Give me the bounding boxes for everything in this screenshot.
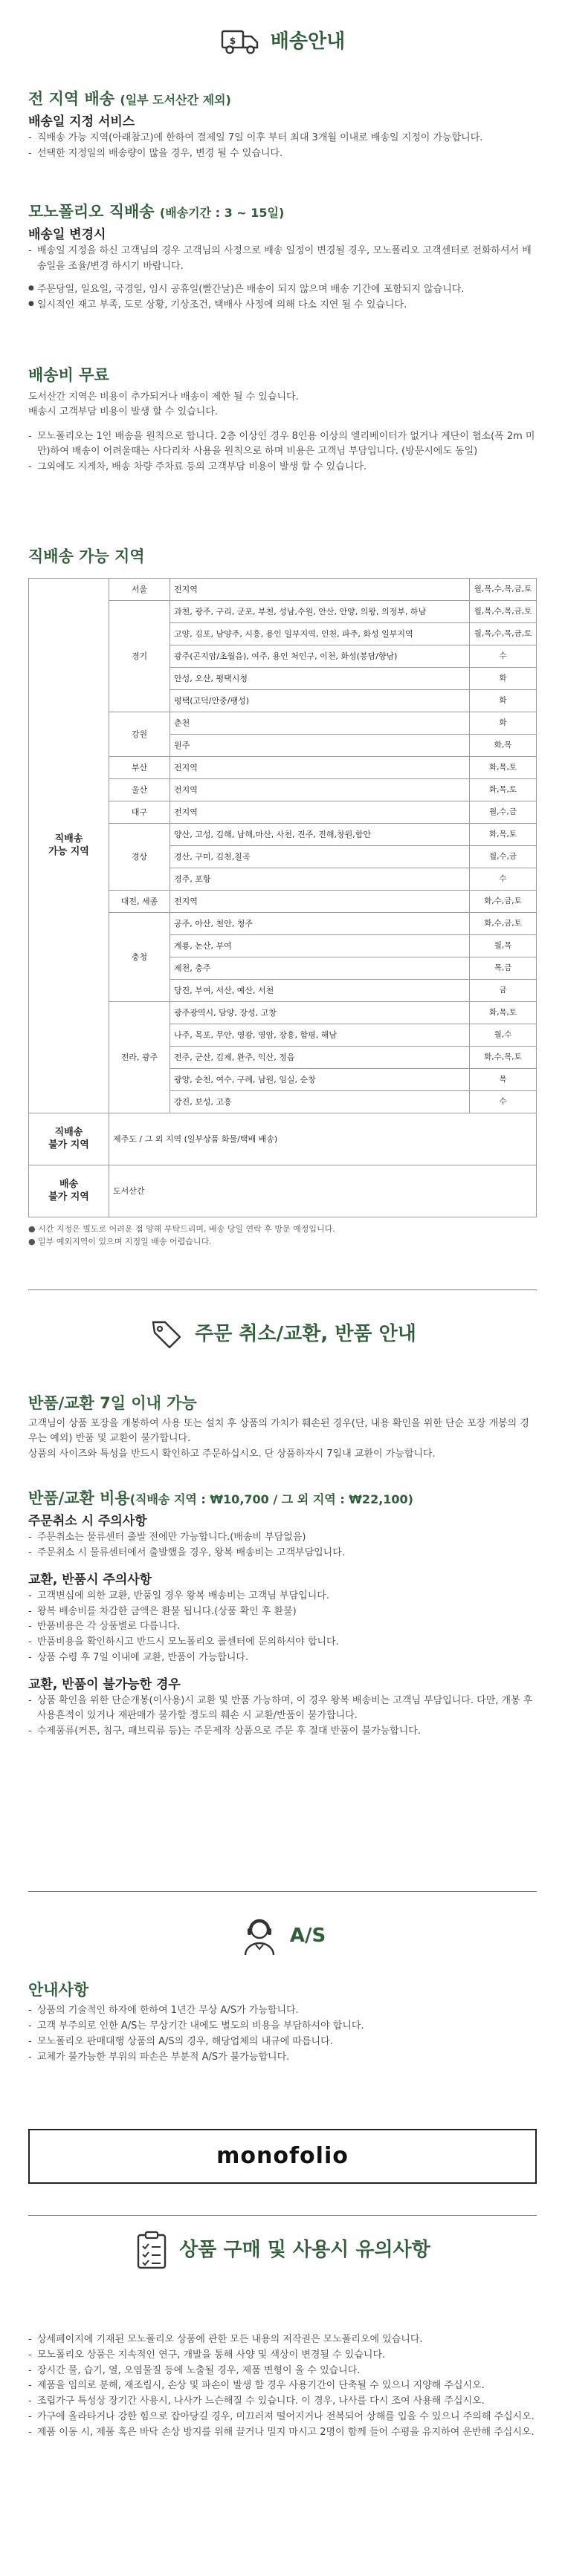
area-cell: 양산, 고성, 김해, 남해,마산, 사천, 진주, 진해,창원,함안 xyxy=(170,824,470,846)
as-subtitle: 안내사항 xyxy=(28,1981,89,1999)
table-row xyxy=(29,579,537,601)
r3-subtitle: 교환, 반품시 주의사항 xyxy=(28,1572,152,1587)
s3-title: 배송비 무료 xyxy=(28,366,109,384)
r2-title: 반품/교환 비용(직배송 지역 : ₩10,700 / 그 외 지역 : ₩22,100) xyxy=(28,1489,413,1507)
list-item: - 반품비용은 각 상품별로 다릅니다. xyxy=(28,1619,537,1635)
list-item: - 모노폴리오 판매대행 상품의 A/S의 경우, 해당업체의 내규에 따릅니다. xyxy=(28,2035,537,2050)
delivery-days-cell: 수 xyxy=(470,868,537,891)
s2-list xyxy=(28,244,537,275)
list-item: - 조립가구 특성상 장기간 사용시, 나사가 느슨해질 수 있습니다. 이 경우, 나사를 다시 조여 사용해 주십시오. xyxy=(28,2394,537,2410)
delivery-days-cell: 화,목,토 xyxy=(470,1002,537,1024)
no-delivery-area-label: 배송 불가 지역 xyxy=(29,1165,109,1217)
s1-list xyxy=(28,131,537,162)
area-cell: 전지역 xyxy=(170,579,470,601)
list-item: - 제품 이동 시, 제품 혹은 바닥 손상 방지를 위해 끌거나 밀지 마시고 2명이 함께 들어 수평을 유지하여 운반해 주십시오. xyxy=(28,2425,537,2441)
area-cell: 전지역 xyxy=(170,801,470,824)
r1-text: 고객님이 상품 포장을 개봉하여 사용 또는 설치 후 상품의 가치가 훼손된 경우(단, 내용 확인을 위한 단순 포장 개봉의 경우는 예외) 반품 및 교환이 불가합니다. xyxy=(28,1418,529,1445)
area-cell: 경산, 구미, 김천,칠곡 xyxy=(170,846,470,868)
list-item: - 왕복 배송비를 차감한 금액은 환불 됩니다.(상품 확인 후 환불) xyxy=(28,1604,537,1620)
area-cell: 광주광역시, 담양, 장성, 고창 xyxy=(170,1002,470,1024)
delivery-days-cell: 월,수 xyxy=(470,1024,537,1047)
delivery-days-cell: 화 xyxy=(470,690,537,712)
list-item: - 제품을 임의로 분해, 재조립시, 손상 및 파손이 발생 할 경우 사용기간이 단축될 수 있으니 지양해 주십시오. xyxy=(28,2378,537,2394)
area-cell: 계룡, 논산, 부여 xyxy=(170,935,470,957)
region-cell: 경기 xyxy=(109,601,170,712)
r4-subtitle: 교환, 반품이 불가능한 경우 xyxy=(28,1676,181,1692)
caution-section xyxy=(0,2332,565,2441)
delivery-banner xyxy=(0,27,565,56)
price-tag-icon xyxy=(149,1316,184,1352)
area-cell: 제천, 충주 xyxy=(170,957,470,980)
as-section xyxy=(0,1980,565,2065)
regions-notes xyxy=(28,1223,537,1248)
r1-title: 반품/교환 7일 이내 가능 xyxy=(28,1394,197,1412)
list-item: - 교체가 불가능한 부위의 파손은 부분적 A/S가 불가능합니다. xyxy=(28,2050,537,2066)
area-cell: 평택(고덕/안중/팽성) xyxy=(170,690,470,712)
r3-list xyxy=(28,1589,537,1666)
list-item: - 모노폴리오는 1인 배송을 원칙으로 합니다. 2층 이상인 경우 8인용 이상의 엘리베이터가 없거나 계단이 협소(폭 2m 미만)하여 배송이 어려울때는 사다리차 사용을 원칙으로 하며 비용은 고객님 부담입니다. (방문시에도 동일) xyxy=(28,429,537,461)
delivery-days-cell: 월,목 xyxy=(470,935,537,957)
area-cell: 전주, 군산, 김제, 완주, 익산, 정읍 xyxy=(170,1047,470,1069)
clipboard-checklist-icon xyxy=(135,2230,169,2270)
delivery-section-1 xyxy=(0,89,565,162)
delivery-days-cell: 화,목,토 xyxy=(470,757,537,779)
delivery-section-3 xyxy=(0,365,565,475)
s3-list xyxy=(28,429,537,475)
delivery-section-2 xyxy=(0,202,565,313)
delivery-days-cell: 화,목,토 xyxy=(470,824,537,846)
region-cell: 부산 xyxy=(109,757,170,779)
s1-title: 전 지역 배송 (일부 도서산간 제외) xyxy=(28,90,231,108)
delivery-days-cell: 월,목,수,목,금,토 xyxy=(470,579,537,601)
brand-logo xyxy=(28,2129,537,2184)
note-item: ● 시간 지정은 별도로 어려운 점 양해 부탁드리며, 배송 당일 연락 후 방문 예정입니다. xyxy=(28,1224,335,1234)
region-cell: 경상 xyxy=(109,824,170,891)
region-cell: 전라, 광주 xyxy=(109,1002,170,1113)
delivery-days-cell: 월,수,금 xyxy=(470,801,537,824)
area-cell: 당진, 부여, 서산, 예산, 서천 xyxy=(170,980,470,1002)
area-cell: 전지역 xyxy=(170,757,470,779)
regions-table xyxy=(28,578,537,1217)
delivery-days-cell: 월,목,수,목,금,토 xyxy=(470,623,537,645)
delivery-days-cell: 화,목,토 xyxy=(470,779,537,801)
area-cell: 전지역 xyxy=(170,779,470,801)
r4-list xyxy=(28,1694,537,1740)
delivery-truck-icon xyxy=(220,27,260,56)
s2-subtitle: 배송일 변경시 xyxy=(28,227,106,243)
area-cell: 원주 xyxy=(170,735,470,757)
divider xyxy=(28,2215,537,2216)
list-item: - 수제품류(커튼, 침구, 패브릭류 등)는 주문제작 상품으로 주문 후 절대 반품이 불가능합니다. xyxy=(28,1724,537,1740)
area-cell: 광양, 순천, 여수, 구례, 남원, 임실, 순창 xyxy=(170,1069,470,1091)
list-item: ● 일시적인 재고 부족, 도로 상황, 기상조건, 택배사 사정에 의해 다소 지연 될 수 있습니다. xyxy=(28,298,537,313)
area-cell: 안성, 오산, 평택시청 xyxy=(170,668,470,690)
svg-text:$: $ xyxy=(229,36,236,47)
caution-title: 상품 구매 및 사용시 유의사항 xyxy=(179,2238,430,2261)
as-list xyxy=(28,2003,537,2065)
note-item: ● 일부 예외지역이 있으며 지정일 배송 어렵습니다. xyxy=(28,1236,212,1246)
delivery-days-cell: 수 xyxy=(470,645,537,668)
list-item: - 상품 확인을 위한 단순개봉(이사용)시 교환 및 반품 가능하며, 이 경우 왕복 배송비는 고객님 부담입니다. 다만, 개봉 후 사용흔적이 있거나 재판매가 불가할 정도의 훼손 시 교환/반품이 불가합니다. xyxy=(28,1694,537,1725)
delivery-days-cell: 월,수,금 xyxy=(470,846,537,868)
delivery-days-cell: 수 xyxy=(470,1091,537,1113)
delivery-days-cell: 목 xyxy=(470,1069,537,1091)
region-cell: 울산 xyxy=(109,779,170,801)
list-item: - 고객 부주의로 인한 A/S는 무상기간 내에도 별도의 비용을 부담하셔야 합니다. xyxy=(28,2019,537,2035)
list-item: - 상세페이지에 기재된 모노폴리오 상품에 관한 모든 내용의 저작권은 모노폴리오에 있습니다. xyxy=(28,2332,537,2348)
delivery-days-cell: 월,목,수,목,금,토 xyxy=(470,601,537,623)
no-direct-area-text: 제주도 / 그 외 지역 (일부상품 화물/택배 배송) xyxy=(109,1113,537,1165)
list-item: - 반품비용을 확인하시고 반드시 모노폴리오 콜센터에 문의하셔야 합니다. xyxy=(28,1635,537,1650)
region-cell: 대전, 세종 xyxy=(109,891,170,913)
region-cell: 강원 xyxy=(109,712,170,757)
list-item: - 상품의 기술적인 하자에 한하여 1년간 무상 A/S가 가능합니다. xyxy=(28,2003,537,2019)
caution-banner xyxy=(0,2230,565,2270)
as-title: A/S xyxy=(289,1924,326,1947)
delivery-days-cell: 화 xyxy=(470,712,537,735)
delivery-days-cell: 화 xyxy=(470,668,537,690)
divider xyxy=(28,1289,537,1290)
r1-text: 상품의 사이즈와 특성을 반드시 확인하고 주문하십시오. 단 상품하자시 7일내 교환이 가능합니다. xyxy=(28,1448,436,1460)
list-item: - 직배송 가능 지역(아래참고)에 한하여 결제일 7일 이후 부터 최대 3개월 이내로 배송일 지정이 가능합니다. xyxy=(28,131,537,146)
delivery-days-cell: 화,수,목,토 xyxy=(470,1047,537,1069)
area-cell: 광주(곤지암/초월읍), 여주, 용인 처인구, 이천, 화성(봉담/향남) xyxy=(170,645,470,668)
list-item: - 고객변심에 의한 교환, 반품일 경우 왕복 배송비는 고객님 부담입니다. xyxy=(28,1589,537,1604)
direct-area-label: 직배송 가능 지역 xyxy=(29,579,109,1113)
returns-title: 주문 취소/교환, 반품 안내 xyxy=(195,1322,416,1345)
delivery-title: 배송안내 xyxy=(270,30,346,53)
delivery-days-cell: 화,수,금,토 xyxy=(470,913,537,935)
caution-list xyxy=(28,2332,537,2441)
list-item: - 가구에 올라타거나 강한 힘으로 잡아당길 경우, 미끄러져 떨어지거나 전복되어 상해를 입을 수 있으니 주의해 주십시오. xyxy=(28,2410,537,2425)
returns-section-2 xyxy=(0,1489,565,1740)
area-cell: 나주, 목포, 무안, 영광, 영암, 장흥, 함평, 해남 xyxy=(170,1024,470,1047)
as-banner xyxy=(0,1913,565,1958)
delivery-days-cell: 목,금 xyxy=(470,957,537,980)
area-cell: 춘천 xyxy=(170,712,470,735)
list-item: - 상품 수령 후 7일 이내에 교환, 반품이 가능합니다. xyxy=(28,1650,537,1666)
list-item: - 그외에도 지게차, 배송 차량 주차료 등의 고객부담 비용이 발생 할 수 있습니다. xyxy=(28,460,537,475)
list-item: ● 주문당일, 일요일, 국경일, 임시 공휴일(빨간날)은 배송이 되지 않으며 배송 기간에 포함되지 않습니다. xyxy=(28,282,537,298)
region-cell: 서울 xyxy=(109,579,170,601)
no-delivery-area-text: 도서산간 xyxy=(109,1165,537,1217)
no-direct-area-label: 직배송 불가 지역 xyxy=(29,1113,109,1165)
regions-table-wrap xyxy=(0,578,565,1248)
delivery-days-cell: 금 xyxy=(470,980,537,1002)
delivery-days-cell: 화,수,금,토 xyxy=(470,891,537,913)
list-item: - 장시간 물, 습기, 열, 오염물질 등에 노출될 경우, 제품 변형이 올 수 있습니다. xyxy=(28,2364,537,2379)
r2-list xyxy=(28,1530,537,1561)
s1-subtitle: 배송일 지정 서비스 xyxy=(28,114,135,130)
region-cell: 대구 xyxy=(109,801,170,824)
list-item: - 모노폴리오 상품은 지속적인 연구, 개발을 통해 사양 및 색상이 변경될 수 있습니다. xyxy=(28,2348,537,2364)
list-item: - 주문취소 시 물류센터에서 출발했을 경우, 왕복 배송비는 고객부담입니다. xyxy=(28,1546,537,1561)
list-item: - 선택한 지정일의 배송량이 많을 경우, 변경 될 수 있습니다. xyxy=(28,146,537,162)
customer-service-icon xyxy=(239,1913,280,1958)
returns-section-1 xyxy=(0,1393,565,1462)
r2-subtitle: 주문취소 시 주의사항 xyxy=(28,1514,147,1529)
no-direct-area-row xyxy=(29,1113,537,1165)
s3-text: 배송시 고객부담 비용이 발생 할 수 있습니다. xyxy=(28,406,218,418)
s3-text: 도서산간 지역은 비용이 추가되거나 배송이 제한 될 수 있습니다. xyxy=(28,391,299,403)
area-cell: 강진, 보성, 고흥 xyxy=(170,1091,470,1113)
returns-banner xyxy=(0,1316,565,1352)
list-item: - 주문취소는 물류센터 출발 전에만 가능합니다.(배송비 부담없음) xyxy=(28,1530,537,1546)
divider xyxy=(28,1891,537,1892)
regions-title: 직배송 가능 지역 xyxy=(28,547,145,565)
delivery-days-cell: 화,목 xyxy=(470,735,537,757)
list-item: - 배송일 지정을 하신 고객님의 경우 고객님의 사정으로 배송 일정이 변경될 경우, 모노폴리오 고객센터로 전화하셔서 배송일을 조율/변경 하시기 바랍니다. xyxy=(28,244,537,275)
area-cell: 전지역 xyxy=(170,891,470,913)
region-cell: 충청 xyxy=(109,913,170,1002)
area-cell: 고양, 김포, 남양주, 시흥, 용인 일부지역, 인천, 파주, 화성 일부지역 xyxy=(170,623,470,645)
s2-dot-list xyxy=(28,282,537,313)
s2-title: 모노폴리오 직배송 (배송기간 : 3 ~ 15일) xyxy=(28,203,285,221)
area-cell: 과천, 광주, 구리, 군포, 부천, 성남,수원, 안산, 안양, 의왕, 의정부, 하남 xyxy=(170,601,470,623)
brand-logo-text: monofolio xyxy=(216,2142,349,2169)
no-delivery-area-row xyxy=(29,1165,537,1217)
area-cell: 공주, 아산, 천안, 청주 xyxy=(170,913,470,935)
area-cell: 경주, 포항 xyxy=(170,868,470,891)
